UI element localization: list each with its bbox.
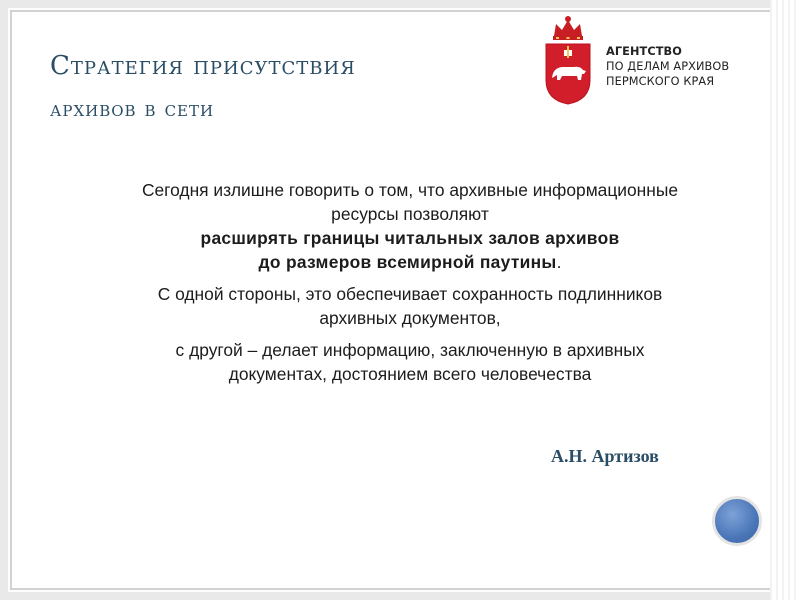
perm-coat-of-arms-icon	[542, 14, 594, 106]
quote-line: С одной стороны, это обеспечивает сохранность подлинников	[157, 284, 663, 304]
agency-line-3: ПЕРМСКОГО КРАЯ	[606, 75, 715, 88]
quote-line: ресурсы позволяют	[331, 204, 489, 224]
agency-line-2: ПО ДЕЛАМ АРХИВОВ	[606, 60, 730, 73]
slide-nav-button[interactable]	[712, 496, 762, 546]
quote-text	[40, 178, 780, 386]
quote-period: .	[556, 252, 562, 272]
quote-line-emphasis-end	[40, 250, 780, 274]
quote-author: А.Н. Артизов	[551, 446, 659, 466]
quote-bold-fragment: до размеров всемирной паутины	[258, 252, 557, 272]
slide-title	[50, 44, 490, 132]
quote-line: Сегодня излишне говорить о том, что архивные информационные	[141, 180, 679, 200]
agency-name	[606, 44, 776, 89]
quote-line: документах, достоянием всего человечества	[228, 364, 592, 384]
quote-line: архивных документов,	[319, 308, 501, 328]
agency-line-1: АГЕНТСТВО	[606, 45, 682, 58]
title-line-1: Стратегия присутствия	[50, 51, 356, 81]
title-line-2: архивов в сети	[50, 97, 215, 122]
quote-line-emphasis: расширять границы читальных залов архивов	[200, 228, 620, 248]
quote-line: с другой – делает информацию, заключенную в архивных	[175, 340, 645, 360]
